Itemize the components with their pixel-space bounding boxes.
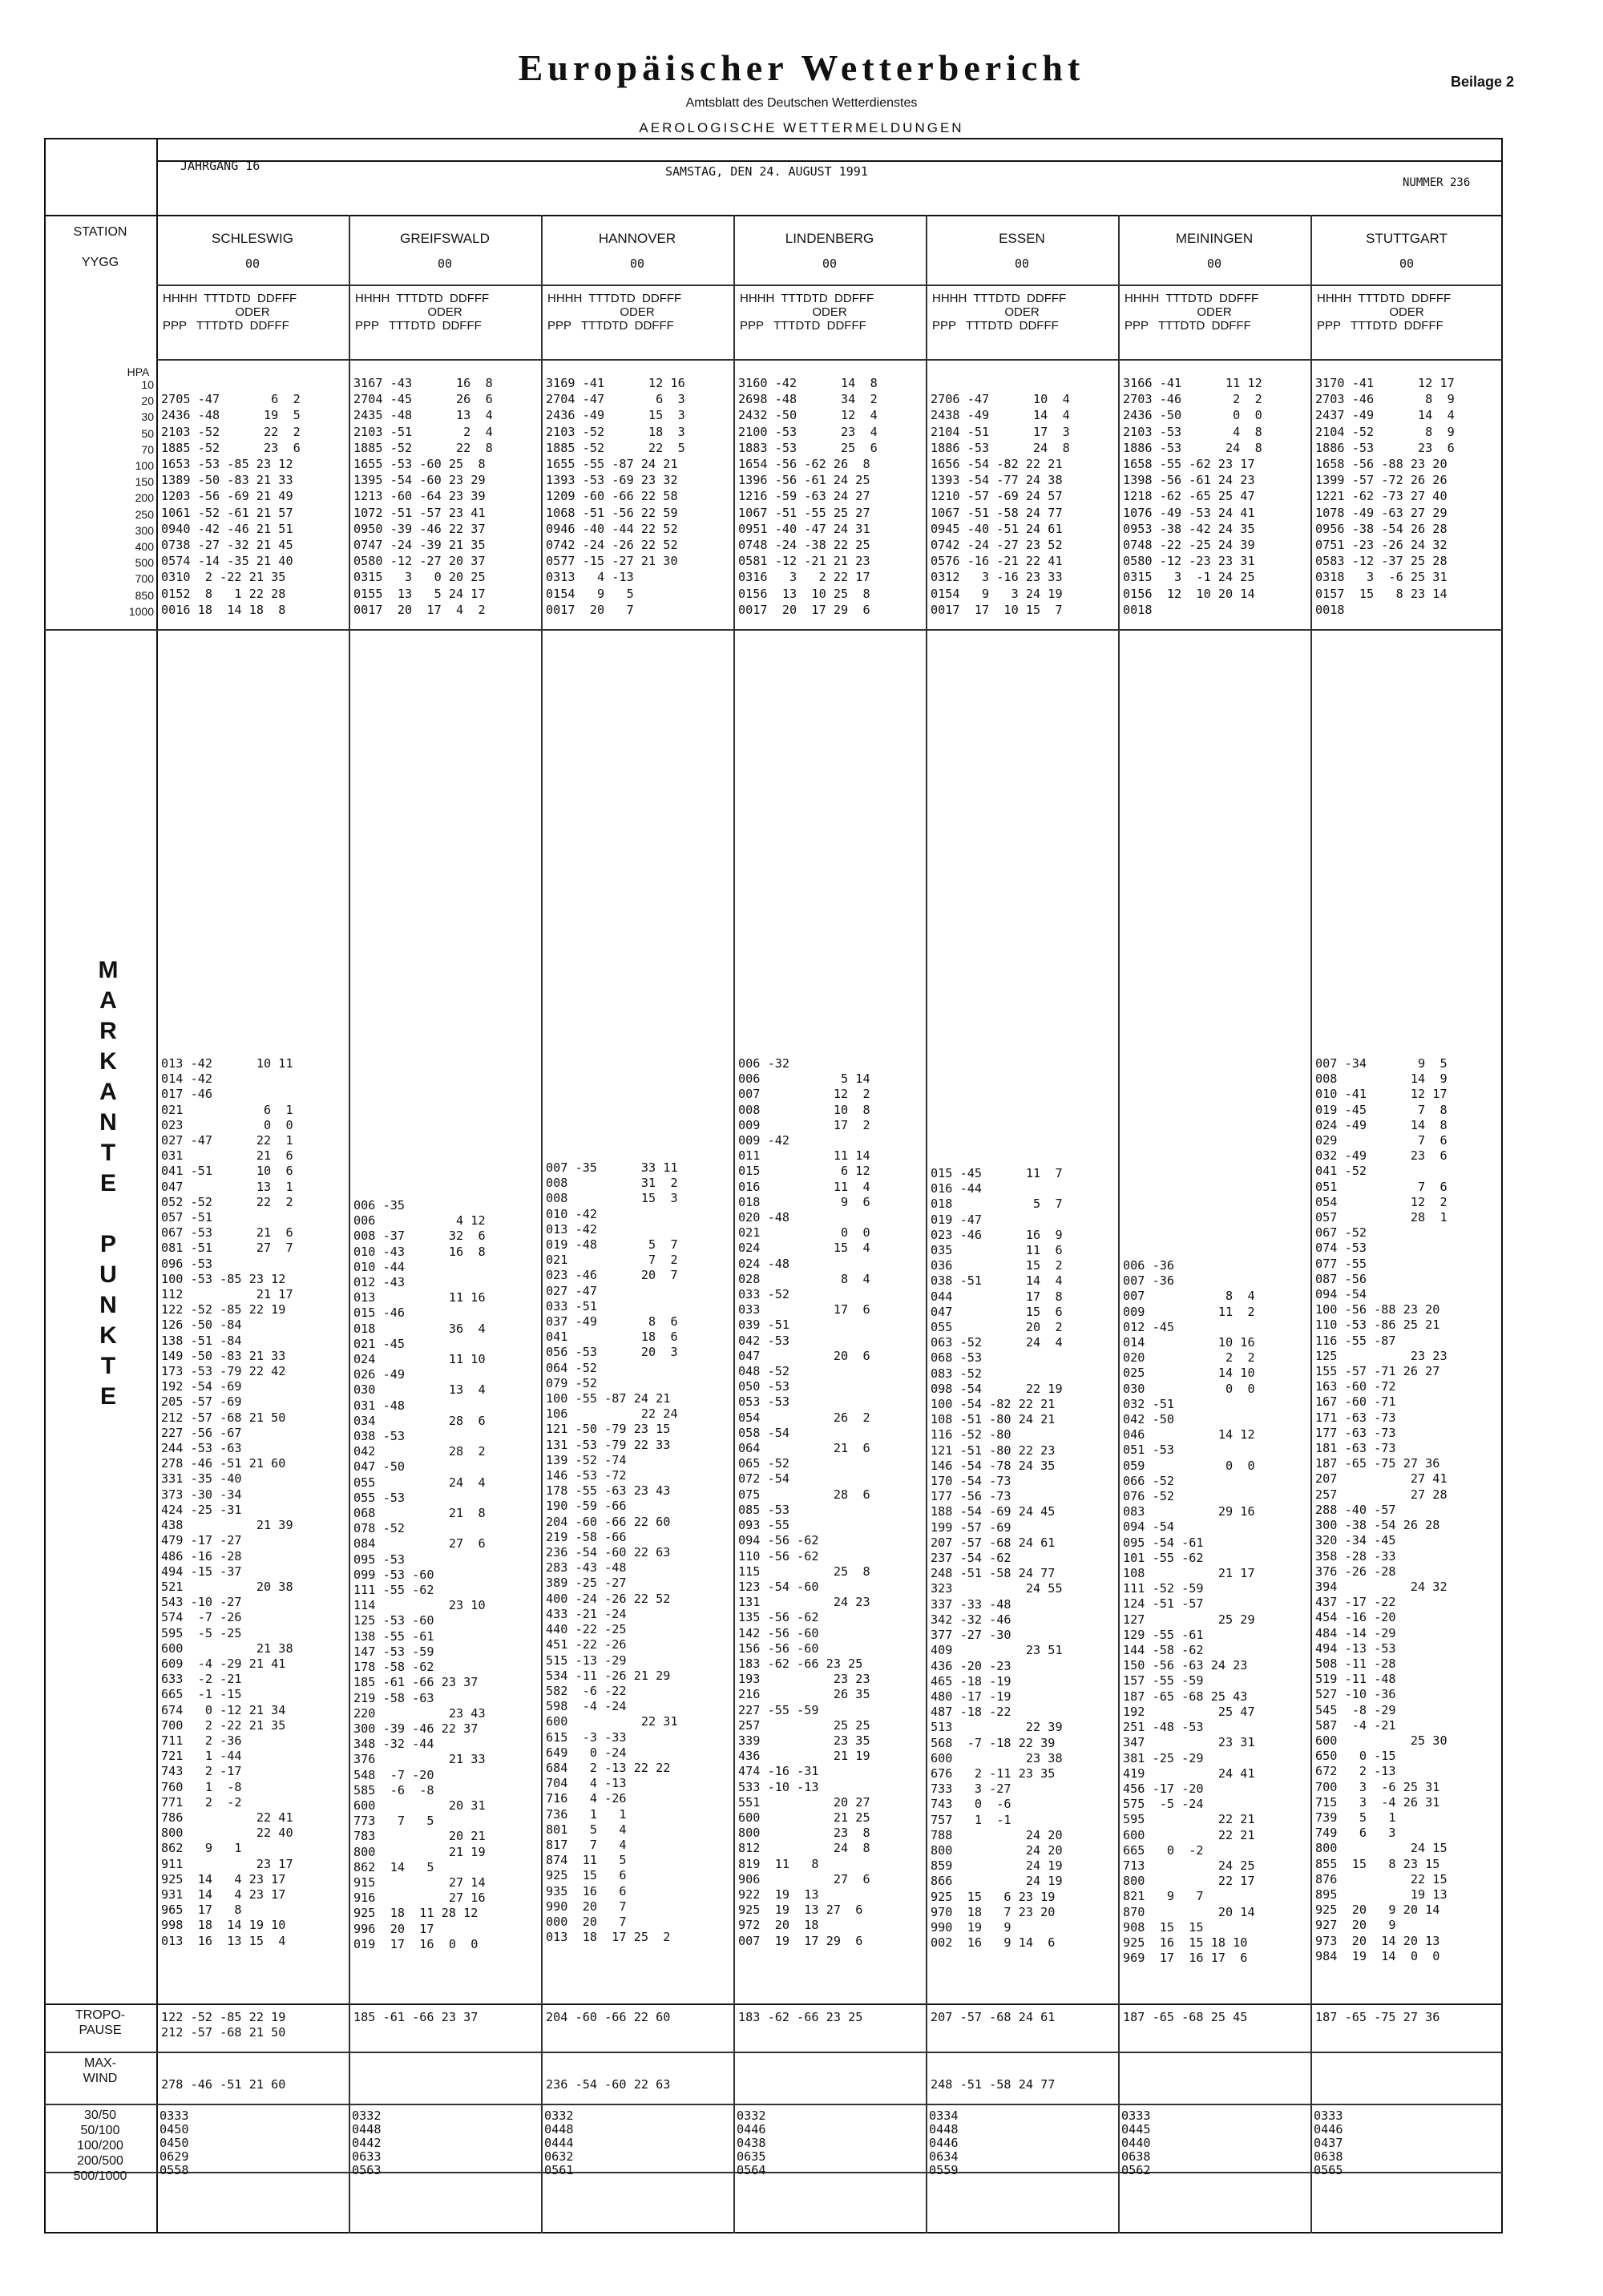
hpa-label: HPA — [127, 365, 150, 378]
significant-points: 006 -36 007 -36 007 8 4 009 11 2 012 -45 014 10 16 020 2 2 025 14 10 030 0 0 032 -51 042 -50 046 14 12 051 -53 059 0 0 066 -52 076 -52 083 29 16 094 -54 095 -54 -61 101 -55 -62 108 21 17 111 -52 -59 124 -51 -57 127 25 29 129 -55 -61 144 -58 -62 150 -56 -63 24 23 157 -55 -59 187 -65 -68 25 43 192 25 47 251 -48 -53 347 23 31 381 -25 -29 419 24 41 456 -17 -20 575 -5 -24 595 22 21 600 22 21 665 0 -2 713 24 25 800 22 17 821 9 7 870 20 14 908 15 15 925 16 15 18 10 969 17 16 17 6 — [1123, 1258, 1255, 1966]
station-divider — [1310, 215, 1312, 2233]
station-divider — [541, 215, 543, 2233]
column-header-line3: PPP TTTDTD DDFFF — [1317, 319, 1444, 333]
column-header-line3: PPP TTTDTD DDFFF — [163, 319, 289, 333]
observation-time: 00 — [629, 256, 645, 271]
shear-values: 0333 0450 0450 0629 0558 — [159, 2108, 189, 2177]
issue-number: NUMMER 236 — [1403, 176, 1471, 189]
significant-points: 006 -35 006 4 12 008 -37 32 6 010 -43 16 8 010 -44 012 -43 013 11 16 015 -46 018 36 4 021 -45 024 11 10 026 -49 030 13 4 031 -48 034 28 6 038 -53 042 28 2 047 -50 055 24 4 055 -53 068 21 8 078 -52 084 27 6 095 -53 099 -53 -60 111 -55 -62 114 23 10 125 -53 -60 138 -55 -61 147 -53 -59 178 -58 -62 185 -61 -66 23 37 219 -58 -63 220 23 43 300 -39 -46 22 37 348 -32 -44 376 21 33 548 -7 -20 585 -6 -8 600 20 31 773 7 5 783 20 21 800 21 19 862 14 5 915 27 14 916 27 16 925 18 11 28 12 996 20 17 019 17 16 0 0 — [353, 1198, 486, 1951]
shear-values: 0332 0448 0444 0632 0561 — [544, 2108, 574, 2177]
pressure-level: 50 — [141, 426, 154, 440]
column-header-line1: HHHH TTTDTD DDFFF — [932, 292, 1067, 305]
tropopause-values: 187 -65 -75 27 36 — [1315, 2010, 1440, 2024]
station-label: STATION — [73, 225, 127, 239]
standard-levels: 3169 -41 12 16 2704 -47 6 3 2436 -49 15 3 2103 -52 18 3 1885 -52 22 5 1655 -55 -87 24 21 1393 -53 -69 23 32 1209 -60 -66 22 58 1068 -51 -56 22 59 0946 -40 -44 22 52 0742 -24 -26 22 52 0577 -15 -27 21 30 0313 4 -13 0154 9 5 0017 20 7 — [546, 376, 685, 617]
pressure-level: 10 — [141, 378, 154, 391]
levels-rule — [44, 629, 1503, 631]
column-header-oder: ODER — [1389, 305, 1424, 319]
shear-values: 0332 0448 0442 0633 0563 — [352, 2108, 382, 2177]
column-header-line1: HHHH TTTDTD DDFFF — [740, 292, 874, 305]
shear-values: 0334 0448 0446 0634 0559 — [929, 2108, 959, 2177]
jahrgang: JAHRGANG 16 — [180, 159, 260, 173]
station-name: GREIFSWALD — [400, 231, 490, 246]
pressure-level: 20 — [141, 394, 154, 408]
column-header-line1: HHHH TTTDTD DDFFF — [547, 292, 682, 305]
observation-time: 00 — [437, 256, 453, 271]
observation-time: 00 — [822, 256, 838, 271]
yygg-label: YYGG — [81, 256, 119, 269]
tropopause-values: 122 -52 -85 22 19 212 -57 -68 21 50 — [161, 2010, 286, 2040]
column-header-oder: ODER — [1197, 305, 1232, 319]
observation-time: 00 — [1206, 256, 1222, 271]
tropopause-values: 187 -65 -68 25 45 — [1123, 2010, 1248, 2024]
maxwind-rule — [44, 2104, 1503, 2105]
column-header-oder: ODER — [812, 305, 847, 319]
station-name: LINDENBERG — [785, 231, 874, 246]
standard-levels: 2705 -47 6 2 2436 -48 19 5 2103 -52 22 2 1885 -52 23 6 1653 -53 -85 23 12 1389 -50 -83 21 33 1203 -56 -69 21 49 1061 -52 -61 21 57 0940 -42 -46 21 51 0738 -27 -32 21 45 0574 -14 -35 21 40 0310 2 -22 21 35 0152 8 1 22 28 0016 18 14 18 8 — [161, 392, 301, 617]
pressure-level: 150 — [135, 475, 154, 489]
pressure-level: 30 — [141, 410, 154, 424]
standard-levels: 3160 -42 14 8 2698 -48 34 2 2432 -50 12 4 2100 -53 23 4 1883 -53 25 6 1654 -56 -62 26 8 1396 -56 -61 24 25 1216 -59 -63 24 27 1067 -51 -55 25 27 0951 -40 -47 24 31 0748 -24 -38 22 25 0581 -12 -21 21 23 0316 3 2 22 17 0156 13 10 25 8 0017 20 17 29 6 — [738, 376, 878, 617]
station-divider — [349, 215, 350, 2233]
tropopause-values: 207 -57 -68 24 61 — [931, 2010, 1056, 2024]
column-header-oder: ODER — [620, 305, 655, 319]
pressure-level: 300 — [135, 523, 154, 537]
pressure-level: 200 — [135, 491, 154, 505]
tropopause-values: 185 -61 -66 23 37 — [353, 2010, 478, 2024]
issue-date: SAMSTAG, DEN 24. AUGUST 1991 — [665, 164, 868, 179]
significant-points: 006 -32 006 5 14 007 12 2 008 10 8 009 17 2 009 -42 011 11 14 015 6 12 016 11 4 018 9 6 020 -48 021 0 0 024 15 4 024 -48 028 8 4 033 -52 033 17 6 039 -51 042 -53 047 20 6 048 -52 050 -53 053 -53 054 26 2 058 -54 064 21 6 065 -52 072 -54 075 28 6 085 -53 093 -55 094 -56 -62 110 -56 -62 115 25 8 123 -54 -60 131 24 23 135 -56 -62 142 -56 -60 156 -56 -60 183 -62 -66 23 25 193 23 23 216 26 35 227 -55 -59 257 25 25 339 23 35 436 21 19 474 -16 -31 533 -10 -13 551 20 27 600 21 25 800 23 8 812 24 8 819 11 8 906 27 6 922 19 13 925 19 13 27 6 972 20 18 007 19 17 29 6 — [738, 1056, 870, 1948]
shear-values: 0333 0445 0440 0638 0562 — [1121, 2108, 1151, 2177]
pressure-level: 1000 — [128, 604, 154, 618]
tropopause-rule — [44, 2052, 1503, 2053]
maxwind-values: 248 -51 -58 24 77 — [931, 2077, 1056, 2092]
station-row-rule — [44, 215, 1503, 216]
shear-values: 0333 0446 0437 0638 0565 — [1314, 2108, 1343, 2177]
station-name-rule — [156, 284, 1503, 286]
markante-punkte-label: M A R K A N T E P U N K T E — [98, 957, 119, 1410]
tropopause-values: 204 -60 -66 22 60 — [546, 2010, 671, 2024]
observation-time: 00 — [1399, 256, 1415, 271]
maxwind-values: 236 -54 -60 22 63 — [546, 2077, 671, 2092]
column-header-oder: ODER — [427, 305, 462, 319]
pressure-level: 100 — [135, 459, 154, 472]
observation-time: 00 — [1014, 256, 1030, 271]
pressure-level: 70 — [141, 442, 154, 456]
column-header-line1: HHHH TTTDTD DDFFF — [163, 292, 297, 305]
tropopause-values: 183 -62 -66 23 25 — [738, 2010, 863, 2024]
points-rule — [44, 2003, 1503, 2005]
column-header-line3: PPP TTTDTD DDFFF — [740, 319, 866, 333]
label-column-divider — [156, 138, 158, 2233]
station-name: SCHLESWIG — [211, 231, 294, 246]
observation-time: 00 — [244, 256, 260, 271]
shear-values: 0332 0446 0438 0635 0564 — [737, 2108, 766, 2177]
station-name: ESSEN — [999, 231, 1045, 246]
section-title: AEROLOGISCHE WETTERMELDUNGEN — [639, 120, 964, 135]
significant-points: 007 -35 33 11 008 31 2 008 15 3 010 -42 013 -42 019 -48 5 7 021 7 2 023 -46 20 7 027 -47 033 -51 037 -49 8 6 041 18 6 056 -53 20 3 064 -52 079 -52 100 -55 -87 24 21 106 22 24 121 -50 -79 23 15 131 -53 -79 22 33 139 -52 -74 146 -53 -72 178 -55 -63 23 43 190 -59 -66 204 -60 -66 22 60 219 -58 -66 236 -54 -60 22 63 283 -43 -48 389 -25 -27 400 -24 -26 22 52 433 -21 -24 440 -22 -25 451 -22 -26 515 -13 -29 534 -11 -26 21 29 582 -6 -22 598 -4 -24 600 22 31 615 -3 -33 649 0 -24 684 2 -13 22 22 704 4 -13 716 4 -26 736 1 1 801 5 4 817 7 4 874 11 5 925 15 6 935 16 6 990 20 7 000 20 7 013 18 17 25 2 — [546, 1160, 678, 1945]
station-divider — [1118, 215, 1120, 2233]
column-header-line3: PPP TTTDTD DDFFF — [932, 319, 1059, 333]
column-header-line3: PPP TTTDTD DDFFF — [355, 319, 482, 333]
station-name: MEININGEN — [1175, 231, 1254, 246]
pressure-level: 700 — [135, 572, 154, 586]
column-header-oder: ODER — [1004, 305, 1040, 319]
significant-points: 013 -42 10 11 014 -42 017 -46 021 6 1 023 0 0 027 -47 22 1 031 21 6 041 -51 10 6 047 13 1 052 -52 22 2 057 -51 067 -53 21 6 081 -51 27 7 096 -53 100 -53 -85 23 12 112 21 17 122 -52 -85 22 19 126 -50 -84 138 -51 -84 149 -50 -83 21 33 173 -53 -79 22 42 192 -54 -69 205 -57 -69 212 -57 -68 21 50 227 -56 -67 244 -53 -63 278 -46 -51 21 60 331 -35 -40 373 -30 -34 424 -25 -31 438 21 39 479 -17 -27 486 -16 -28 494 -15 -37 521 20 38 543 -10 -27 574 -7 -26 595 -5 -25 600 21 38 609 -4 -29 21 41 633 -2 -21 665 -1 -15 674 0 -12 21 34 700 2 -22 21 35 711 2 -36 721 1 -44 743 2 -17 760 1 -8 771 2 -2 786 22 41 800 22 40 862 9 1 911 23 17 925 14 4 23 17 931 14 4 23 17 965 17 8 998 18 14 19 10 013 16 13 15 4 — [161, 1056, 293, 1948]
pressure-level: 250 — [135, 507, 154, 521]
standard-levels: 3167 -43 16 8 2704 -45 26 6 2435 -48 13 4 2103 -51 2 4 1885 -52 22 8 1655 -53 -60 25 8 1395 -54 -60 23 29 1213 -60 -64 23 39 1072 -51 -57 23 41 0950 -39 -46 22 37 0747 -24 -39 21 35 0580 -12 -27 20 37 0315 3 0 20 25 0155 13 5 24 17 0017 20 17 4 2 — [353, 376, 493, 617]
station-name: STUTTGART — [1366, 231, 1448, 246]
significant-points: 007 -34 9 5 008 14 9 010 -41 12 17 019 -45 7 8 024 -49 14 8 029 7 6 032 -49 23 6 041 -52 051 7 6 054 12 2 057 28 1 067 -52 074 -53 077 -55 087 -56 094 -54 100 -56 -88 23 20 110 -53 -86 25 21 116 -55 -87 125 23 23 155 -57 -71 26 27 163 -60 -72 167 -60 -71 171 -63 -73 177 -63 -73 181 -63 -73 187 -65 -75 27 36 207 27 41 257 27 28 288 -40 -57 300 -38 -54 26 28 320 -34 -45 358 -28 -33 376 -26 -28 394 24 32 437 -17 -22 454 -16 -20 484 -14 -29 494 -13 -53 508 -11 -28 519 -11 -48 527 -10 -36 545 -8 -29 587 -4 -21 600 25 30 650 0 -15 672 2 -13 700 3 -6 25 31 715 3 -4 26 31 739 5 1 749 6 3 800 24 15 855 15 8 23 15 876 22 15 895 19 13 925 20 9 20 14 927 20 9 973 20 14 20 13 984 19 14 0 0 — [1315, 1056, 1448, 1963]
pressure-level: 400 — [135, 540, 154, 553]
significant-points: 015 -45 11 7 016 -44 018 5 7 019 -47 023 -46 16 9 035 11 6 036 15 2 038 -51 14 4 044 17 8 047 15 6 055 20 2 063 -52 24 4 068 -53 083 -52 098 -54 22 19 100 -54 -82 22 21 108 -51 -80 24 21 116 -52 -80 121 -51 -80 22 23 146 -54 -78 24 35 170 -54 -73 177 -56 -73 188 -54 -69 24 45 199 -57 -69 207 -57 -68 24 61 237 -54 -62 248 -51 -58 24 77 323 24 55 337 -33 -48 342 -32 -46 377 -27 -30 409 23 51 436 -20 -23 465 -18 -19 480 -17 -19 487 -18 -22 513 22 39 568 -7 -18 22 39 600 23 38 676 2 -11 23 35 733 3 -27 743 0 -6 757 1 -1 788 24 20 800 24 20 859 24 19 866 24 19 925 15 6 23 19 970 18 7 23 20 990 19 9 002 16 9 14 6 — [931, 1166, 1063, 1951]
tropopause-label: TROPO- PAUSE — [75, 2008, 126, 2037]
column-header-line1: HHHH TTTDTD DDFFF — [1317, 292, 1452, 305]
maxwind-values: 278 -46 -51 21 60 — [161, 2077, 286, 2092]
page-subtitle: Amtsblatt des Deutschen Wetterdienstes — [685, 96, 918, 110]
standard-levels: 3166 -41 11 12 2703 -46 2 2 2436 -50 0 0 2103 -53 4 8 1886 -53 24 8 1658 -55 -62 23 17 1398 -56 -61 24 23 1218 -62 -65 25 47 1076 -49 -53 24 41 0953 -38 -42 24 35 0748 -22 -25 24 39 0580 -12 -23 23 31 0315 3 -1 24 25 0156 12 10 20 14 0018 — [1123, 376, 1262, 617]
station-divider — [733, 215, 735, 2233]
column-header-line1: HHHH TTTDTD DDFFF — [1125, 292, 1259, 305]
bottom-inner-rule — [44, 2172, 1503, 2173]
column-header-line3: PPP TTTDTD DDFFF — [1125, 319, 1251, 333]
standard-levels: 3170 -41 12 17 2703 -46 8 9 2437 -49 14 4 2104 -52 8 9 1886 -53 23 6 1658 -56 -88 23 20 1399 -57 -72 26 26 1221 -62 -73 27 40 1078 -49 -63 27 29 0956 -38 -54 26 28 0751 -23 -26 24 32 0583 -12 -37 25 28 0318 3 -6 25 31 0157 15 8 23 14 0018 — [1315, 376, 1455, 617]
column-header-rule — [156, 359, 1503, 361]
pressure-level: 500 — [135, 556, 154, 570]
column-header-oder: ODER — [235, 305, 270, 319]
standard-levels: 2706 -47 10 4 2438 -49 14 4 2104 -51 17 3 1886 -53 24 8 1656 -54 -82 22 21 1393 -54 -77 24 38 1210 -57 -69 24 57 1067 -51 -58 24 77 0945 -40 -51 24 61 0742 -24 -27 23 52 0576 -16 -21 22 41 0312 3 -16 23 33 0154 9 3 24 19 0017 17 10 15 7 — [931, 392, 1070, 617]
column-header-line1: HHHH TTTDTD DDFFF — [355, 292, 490, 305]
station-name: HANNOVER — [598, 231, 676, 246]
column-header-line3: PPP TTTDTD DDFFF — [547, 319, 674, 333]
beilage-label: Beilage 2 — [1451, 74, 1515, 90]
shear-labels: 30/50 50/100 100/200 200/500 500/1000 — [73, 2108, 127, 2183]
station-divider — [926, 215, 927, 2233]
maxwind-label: MAX- WIND — [83, 2056, 118, 2085]
meta-rule — [156, 160, 1503, 162]
pressure-level: 850 — [135, 588, 154, 602]
page-title: Europäischer Wetterbericht — [518, 47, 1085, 88]
